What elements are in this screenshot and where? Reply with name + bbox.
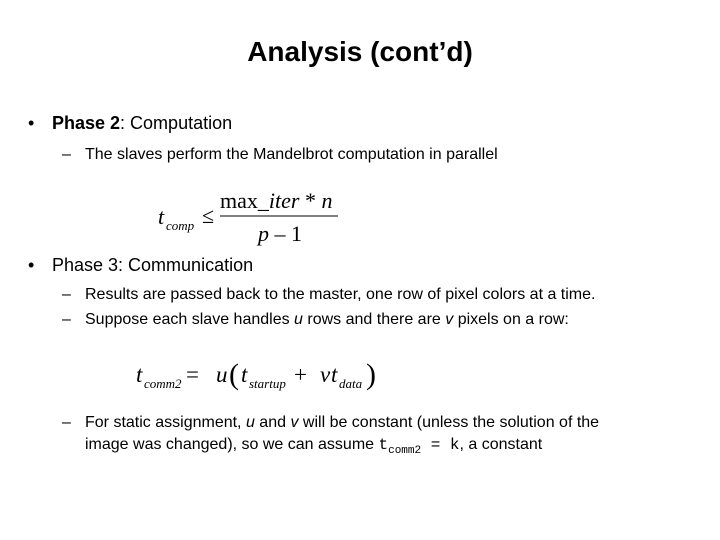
phase3-subpoint-3: – For static assignment, u and v will be constant (unless the solution of the image was changed), so we can assume $t_{comm2} = k$, a constant [62,414,600,458]
eq2-t-data: t [331,362,338,387]
eq1-t: t [158,204,165,229]
eq1-numerator: max_iter * n [220,188,333,213]
eq2-u: u [216,362,228,387]
eq2-t: t [136,362,143,387]
eq2-subscript-startup: startup [249,376,286,391]
phase2-subpoint-text: The slaves perform the Mandelbrot computation in parallel [85,146,498,163]
eq1-denominator: p – 1 [258,221,302,246]
phase3-subpoint-2: – Suppose each slave handles u rows and there are v pixels on a row: [62,311,569,328]
phase2-label-rest: : Computation [120,113,233,133]
eq2-open-paren: ( [229,358,239,391]
phase2-label-bold: Phase 2 [52,113,121,133]
eq2-v: v [320,362,331,387]
computation-time-equation [150,183,360,251]
eq2-equals: = [186,362,199,387]
eq1-subscript: comp [166,218,195,233]
tcomm2-code: $t_{comm2} = k$ [378,436,460,458]
eq2-subscript-data: data [339,376,363,391]
eq2-plus: + [294,362,307,387]
phase3-bullet: • Phase 3: Communication [28,255,254,275]
eq1-relation: ≤ [202,203,215,228]
slide-title: Analysis (cont’d) [247,36,473,67]
phase3-label: Phase 3: Communication [52,255,254,275]
phase3-subpoint-1: – Results are passed back to the master, one row of pixel colors at a time. [62,286,596,303]
eq2-close-paren: ) [366,358,376,391]
phase3-subpoint-1-text: Results are passed back to the master, one row of pixel colors at a time. [85,286,596,303]
eq2-subscript: comm2 [144,376,182,391]
communication-time-equation [130,350,400,396]
eq2-t-startup: t [241,362,248,387]
phase2-bullet: • Phase 2: Computation [28,113,233,133]
phase2-subpoint: – The slaves perform the Mandelbrot computation in parallel [62,146,498,163]
